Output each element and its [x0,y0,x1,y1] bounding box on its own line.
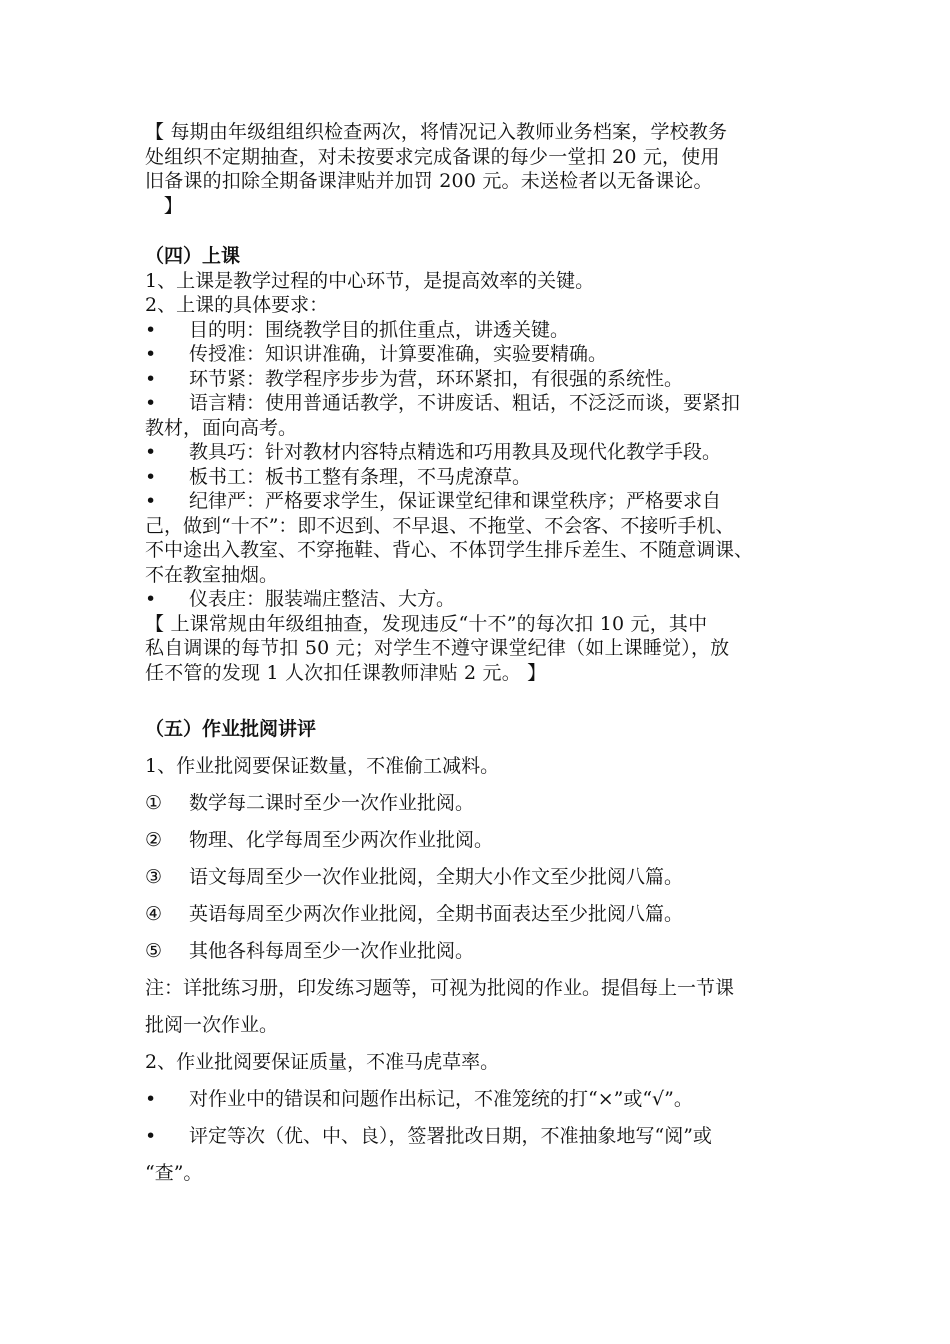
bullet-icon: • [145,343,157,365]
section-4-heading: （四）上课 [145,245,241,267]
list-item [145,440,830,465]
list-item-continuation: “查”。 [145,1162,203,1184]
list-item-text: 传授准：知识讲准确，计算要准确，实验要精确。 [189,343,608,365]
section-5 [145,711,830,1192]
list-item-continuation: 己，做到“十不”：即不迟到、不早退、不拖堂、不会客、不接听手机、 [145,514,735,537]
list-item-text: 仪表庄：服装端庄整洁、大方。 [189,588,456,610]
list-item-text: 其他各科每周至少一次作业批阅。 [189,940,475,962]
intro-note-line: 】 [145,194,183,217]
section-4-note-line: 私自调课的每节扣 50 元；对学生不遵守课堂纪律（如上课睡觉），放 [145,637,730,659]
bullet-icon: • [145,465,157,488]
section-5-line-1: 1、作业批阅要保证数量，不准偷工减料。 [145,755,500,777]
list-item-continuation: 不在教室抽烟。 [145,563,279,586]
list-item-text: 目的明：围绕教学目的抓住重点，讲透关键。 [189,318,570,341]
bullet-icon: • [145,1125,157,1147]
bullet-icon: • [145,318,157,341]
list-item [145,933,830,970]
list-item-text: 环节紧：教学程序步步为营，环环紧扣，有很强的系统性。 [189,367,684,390]
list-item-continuation: 教材，面向高考。 [145,416,298,439]
list-item [145,1081,830,1118]
section-4 [145,244,830,685]
bullet-icon: • [145,441,157,463]
circled-number: ⑤ [145,940,163,962]
circled-number: ③ [145,866,163,888]
section-5-heading: （五）作业批阅讲评 [145,718,317,740]
list-item [145,465,830,490]
section-5-line-2: 2、作业批阅要保证质量，不准马虎草率。 [145,1051,500,1073]
section-4-note-line: 任不管的发现 1 人次扣任课教师津贴 2 元。 】 [145,661,547,684]
intro-note [145,120,830,218]
list-item [145,318,830,343]
bullet-icon: • [145,588,157,610]
section-4-note-line: 【 上课常规由年级组抽查，发现违反“十不”的每次扣 10 元，其中 [145,612,708,635]
section-5-note-line: 批阅一次作业。 [145,1014,279,1036]
bullet-icon: • [145,490,157,512]
list-item-text: 教具巧：针对教材内容特点精选和巧用教具及现代化教学手段。 [189,441,722,463]
list-item [145,489,830,514]
section-4-line-1: 1、上课是教学过程的中心环节，是提高效率的关键。 [145,269,595,292]
list-item-continuation: 不中途出入教室、不穿拖鞋、背心、不体罚学生排斥差生、不随意调课、 [145,539,754,561]
document-content [145,120,830,1192]
list-item [145,896,830,933]
section-4-note [145,612,830,686]
bullet-icon: • [145,392,157,414]
intro-note-line: 【 每期由年级组组织检查两次，将情况记入教师业务档案，学校教务 [145,121,728,143]
list-item-text: 板书工：板书工整有条理，不马虎潦草。 [189,465,532,488]
circled-number: ④ [145,903,163,925]
list-item-text: 数学每二课时至少一次作业批阅。 [189,792,475,814]
list-item [145,859,830,896]
list-item-text: 语文每周至少一次作业批阅，全期大小作文至少批阅八篇。 [189,866,684,888]
list-item [145,1118,830,1155]
list-item [145,367,830,392]
list-item-text: 纪律严：严格要求学生，保证课堂纪律和课堂秩序；严格要求自 [189,490,722,512]
list-item [145,391,830,416]
list-item-text: 物理、化学每周至少两次作业批阅。 [189,829,494,851]
list-item [145,785,830,822]
circled-number: ② [145,829,163,851]
intro-note-line: 旧备课的扣除全期备课津贴并加罚 200 元。未送检者以无备课论。 [145,170,713,192]
section-4-line-2: 2、上课的具体要求： [145,294,329,316]
circled-number: ① [145,792,163,814]
bullet-icon: • [145,1088,157,1110]
list-item [145,587,830,612]
bullet-icon: • [145,367,157,390]
section-5-note-line: 注：详批练习册，印发练习题等，可视为批阅的作业。提倡每上一节课 [145,977,735,999]
list-item-text: 评定等次（优、中、良），签署批改日期，不准抽象地写“阅”或 [189,1125,712,1147]
list-item-text: 语言精：使用普通话教学，不讲废话、粗话，不泛泛而谈，要紧扣 [189,392,741,414]
list-item [145,342,830,367]
list-item [145,822,830,859]
intro-note-line: 处组织不定期抽查，对未按要求完成备课的每少一堂扣 20 元，使用 [145,145,720,168]
list-item-text: 对作业中的错误和问题作出标记，不准笼统的打“×”或“√”。 [189,1088,693,1110]
list-item-text: 英语每周至少两次作业批阅，全期书面表达至少批阅八篇。 [189,903,684,925]
